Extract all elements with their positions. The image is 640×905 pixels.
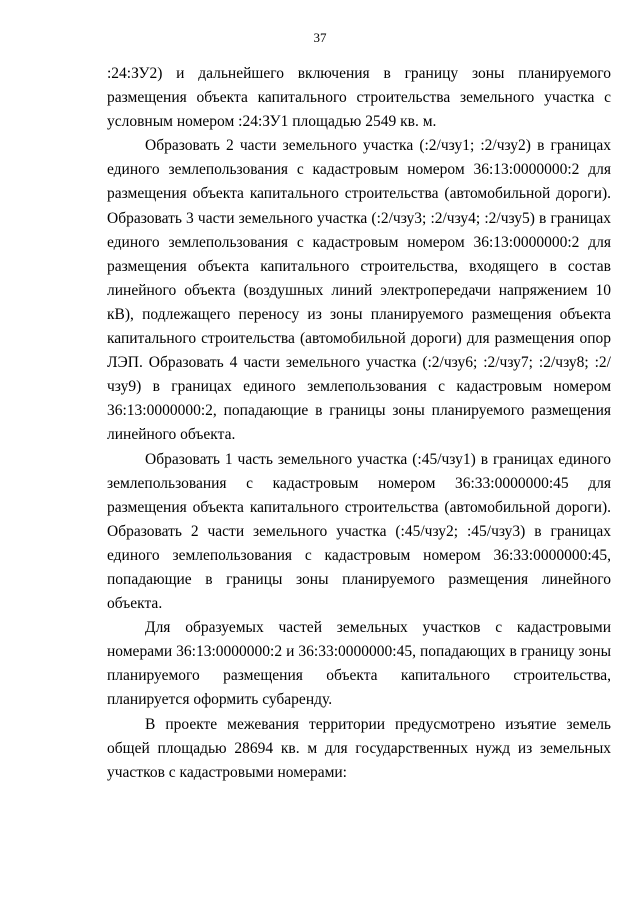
paragraph: Образовать 1 часть земельного участка (:45/чзу1) в границах единого землепользования с кадастровым номером 36:33:0000000:45 для размещения объекта капитального строительства (автомобильной дороги). Образовать 2 части земельного участка (:45/чзу2; :45/чзу3) в границах единого землепользования с кадастровым номером 36:33:0000000:45, попадающие в границы зоны планируемого размещения линейного объекта. bbox=[107, 450, 611, 613]
paragraph: В проекте межевания территории предусмотрено изъятие земель общей площадью 28694 кв. м для государственных нужд из земельных участков с кадастровыми номерами: bbox=[107, 715, 611, 781]
page-number: 37 bbox=[313, 30, 327, 45]
paragraph: Для образуемых частей земельных участков с кадастровыми номерами 36:13:0000000:2 и 36:33:0000000:45, попадающих в границу зоны планируемого размещения объекта капитального строительства, планируется оформить субаренду. bbox=[107, 619, 611, 709]
paragraph: Образовать 2 части земельного участка (:2/чзу1; :2/чзу2) в границах единого землепользования с кадастровым номером 36:13:0000000:2 для размещения объекта капитального строительства (автомобильной дороги). Образовать 3 части земельного участка (:2/чзу3; :2/чзу4; :2/чзу5) в границах единого землепользования с кадастровым номером 36:13:0000000:2 для размещения объекта капитального строительства, входящего в состав линейного объекта (воздушных линий электропередачи напряжением 10 кВ), подлежащего переносу из зоны планируемого размещения объекта капитального строительства (автомобильной дороги) для размещения опор ЛЭП. Образовать 4 части земельного участка (:2/чзу6; :2/чзу7; :2/чзу8; :2/чзу9) в границах единого землепользования с кадастровым номером 36:13:0000000:2, попадающие в границы зоны планируемого размещения линейного объекта. bbox=[107, 137, 611, 444]
document-body bbox=[107, 62, 611, 785]
paragraph: :24:ЗУ2) и дальнейшего включения в границу зоны планируемого размещения объекта капитального строительства земельного участка с условным номером :24:ЗУ1 площадью 2549 кв. м. bbox=[107, 65, 611, 131]
